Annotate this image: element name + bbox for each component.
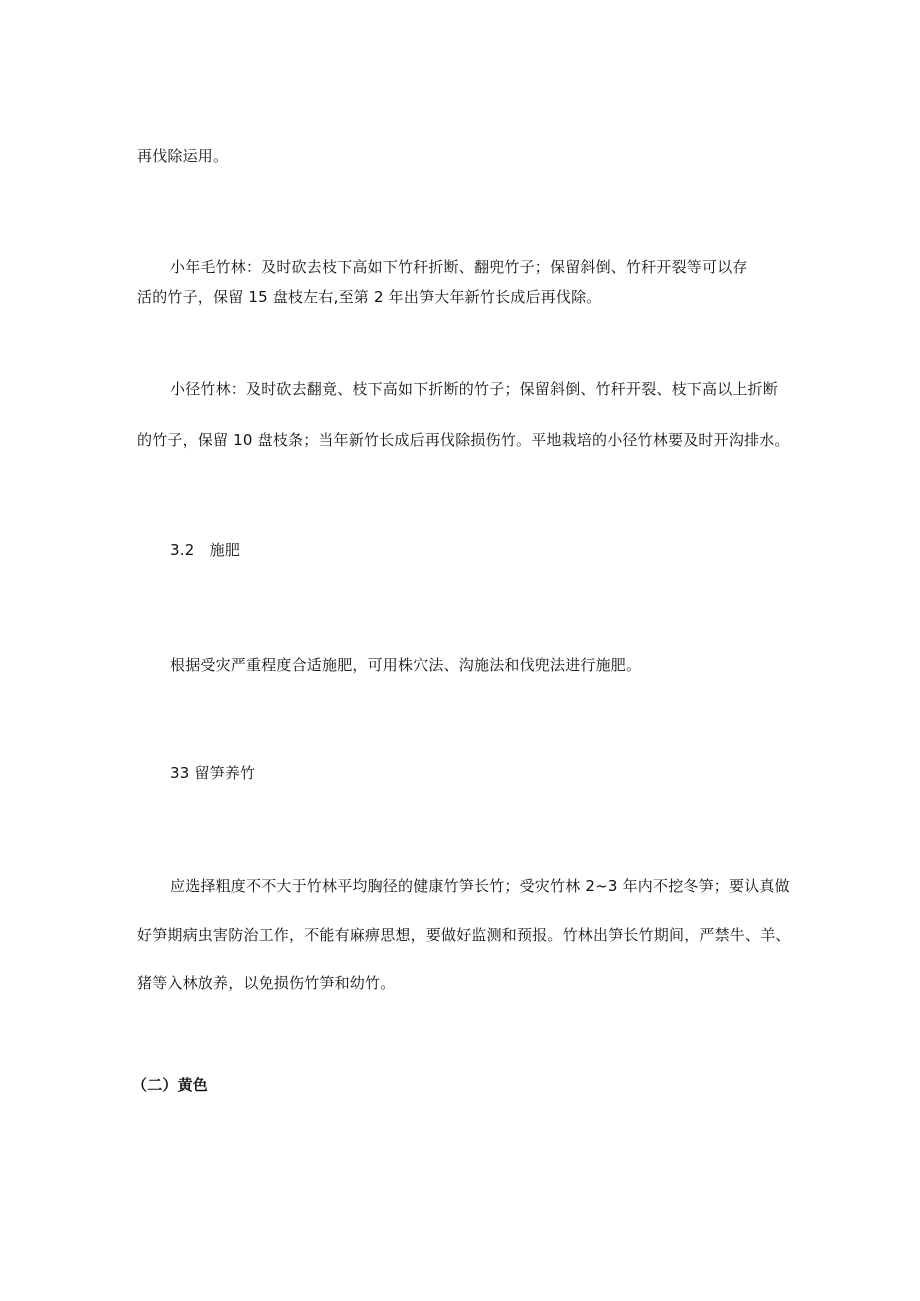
paragraph-line: 小径竹林：及时砍去翻竟、枝下高如下折断的竹子；保留斜倒、竹秆开裂、枝下高以上折断 bbox=[170, 380, 779, 398]
paragraph-line: 应选择粗度不不大于竹林平均胸径的健康竹笋长竹；受灾竹林 2~3 年内不挖冬笋；要认真做 bbox=[170, 877, 790, 895]
paragraph-line: 猪等入林放养，以免损伤竹笋和幼竹。 bbox=[137, 974, 396, 992]
paragraph-line: 根据受灾严重程度合适施肥，可用株穴法、沟施法和伐兜法进行施肥。 bbox=[170, 656, 642, 674]
section-heading: 3.2 施肥 bbox=[170, 541, 241, 559]
paragraph-line: 好笋期病虫害防治工作，不能有麻痹思想，要做好监测和预报。竹林出笋长竹期间，严禁牛、羊、 bbox=[137, 926, 791, 944]
paragraph-line: 的竹子，保留 10 盘枝条；当年新竹长成后再伐除损伤竹。平地栽培的小径竹林要及时开沟排水。 bbox=[137, 431, 790, 449]
section-heading: 33 留笋养竹 bbox=[170, 764, 256, 782]
chapter-heading: （二）黄色 bbox=[132, 1076, 209, 1094]
paragraph-line: 再伐除运用。 bbox=[137, 147, 229, 165]
paragraph-line: 小年毛竹林：及时砍去枝下高如下竹秆折断、翻兜竹子；保留斜倒、竹秆开裂等可以存 bbox=[170, 258, 748, 276]
paragraph-line: 活的竹子，保留 15 盘枝左右,至第 2 年出笋大年新竹长成后再伐除。 bbox=[137, 288, 602, 306]
